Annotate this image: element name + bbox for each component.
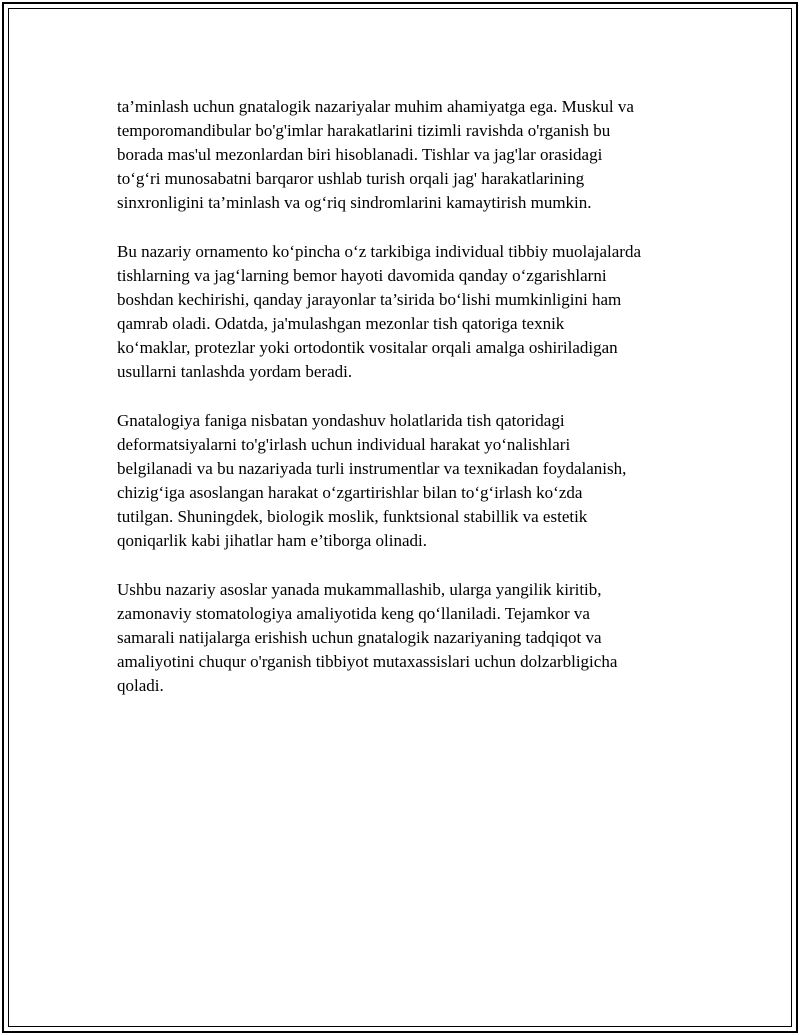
paragraph-2 [117,240,707,384]
text-line: ko‘maklar, protezlar yoki ortodontik vositalar orqali amalga oshiriladigan [117,338,618,357]
text-line: amaliyotini chuqur o'rganish tibbiyot mutaxassislari uchun dolzarbligicha [117,652,618,671]
text-line: to‘g‘ri munosabatni barqaror ushlab turish orqali jag' harakatlarining [117,169,585,188]
text-line: Ushbu nazariy asoslar yanada mukammallashib, ularga yangilik kiritib, [117,580,602,599]
paragraph-3 [117,409,707,553]
text-line: deformatsiyalarni to'g'irlash uchun individual harakat yo‘nalishlari [117,435,571,454]
text-line: ta’minlash uchun gnatalogik nazariyalar muhim ahamiyatga ega. Muskul va [117,97,634,116]
text-line: samarali natijalarga erishish uchun gnatalogik nazariyaning tadqiqot va [117,628,602,647]
text-line: boshdan kechirishi, qanday jarayonlar ta’sirida bo‘lishi mumkinligini ham [117,290,622,309]
text-line: chizig‘iga asoslangan harakat o‘zgartirishlar bilan to‘g‘irlash ko‘zda [117,483,583,502]
text-line: Bu nazariy ornamento ko‘pincha o‘z tarkibiga individual tibbiy muolajalarda [117,242,642,261]
text-line: borada mas'ul mezonlardan biri hisoblanadi. Tishlar va jag'lar orasidagi [117,145,603,164]
text-line: belgilanadi va bu nazariyada turli instrumentlar va texnikadan foydalanish, [117,459,627,478]
paragraph-1 [117,95,707,215]
text-line: sinxronligini ta’minlash va og‘riq sindromlarini kamaytirish mumkin. [117,193,592,212]
text-line: qamrab oladi. Odatda, ja'mulashgan mezonlar tish qatoriga texnik [117,314,565,333]
text-line: tishlarning va jag‘larning bemor hayoti davomida qanday o‘zgarishlarni [117,266,607,285]
text-line: qoladi. [117,676,164,695]
text-line: zamonaviy stomatologiya amaliyotida keng qo‘llaniladi. Tejamkor va [117,604,590,623]
document-page [2,2,798,1033]
text-line: qoniqarlik kabi jihatlar ham e’tiborga olinadi. [117,531,428,550]
text-line: tutilgan. Shuningdek, biologik moslik, funktsional stabillik va estetik [117,507,588,526]
text-line: Gnatalogiya faniga nisbatan yondashuv holatlarida tish qatoridagi [117,411,565,430]
text-line: temporomandibular bo'g'imlar harakatlarini tizimli ravishda o'rganish bu [117,121,611,140]
paragraph-4 [117,578,707,698]
document-body [117,95,707,723]
text-line: usullarni tanlashda yordam beradi. [117,362,353,381]
